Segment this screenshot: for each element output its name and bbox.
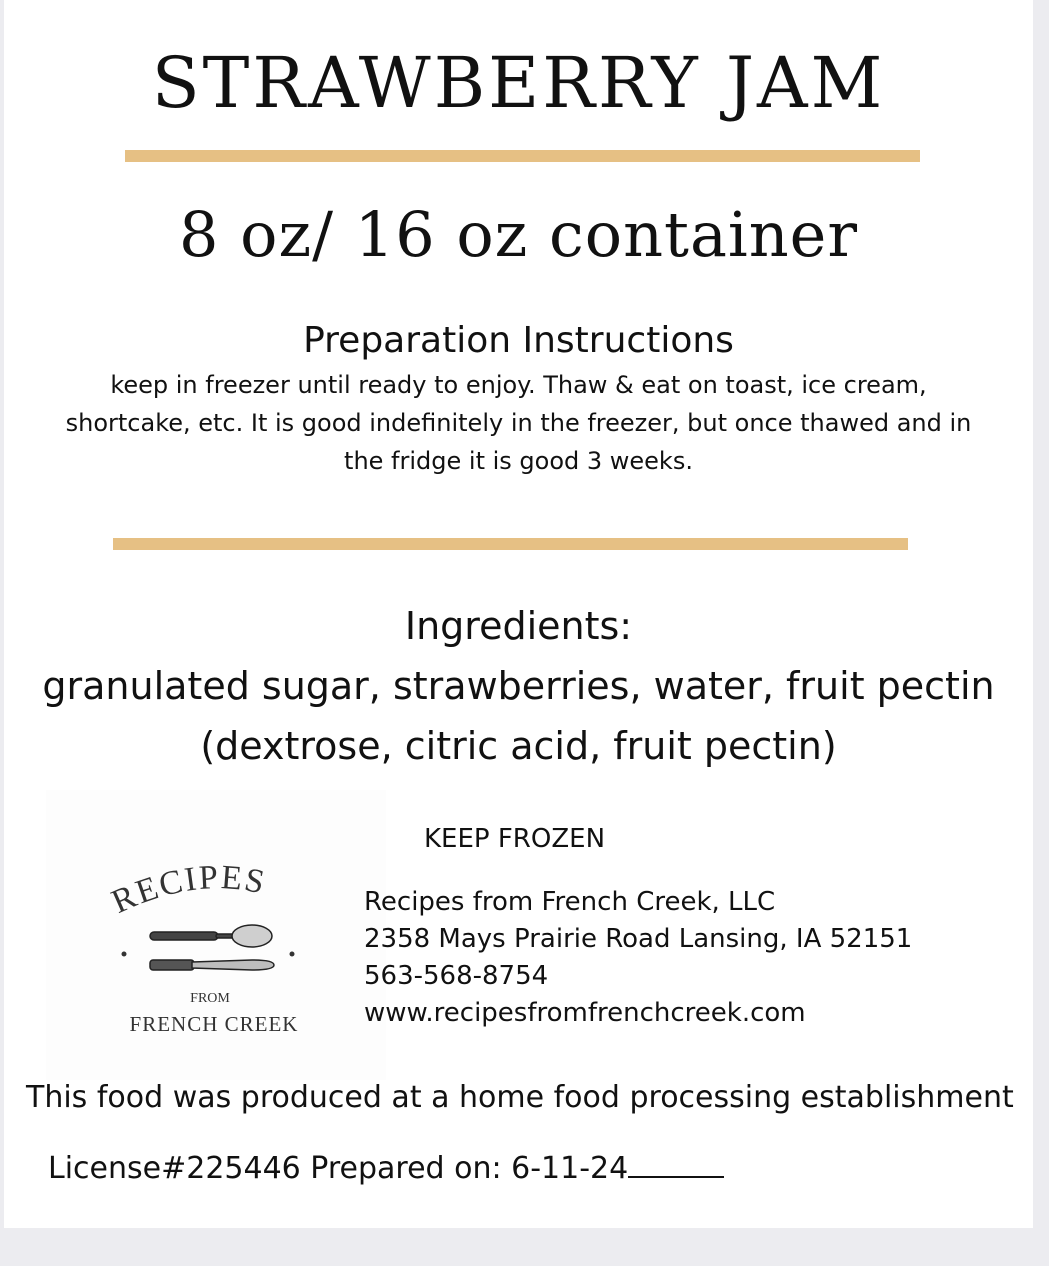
logo-recipes-text: RECIPES [106, 858, 270, 922]
ingredients-list [14, 656, 1023, 776]
company-street-address: 2358 Mays Prairie Road Lansing, IA 52151 [364, 924, 913, 954]
ingredients-line-1: granulated sugar, strawberries, water, fruit pectin [42, 664, 995, 708]
ingredients-heading: Ingredients: [404, 604, 633, 648]
preparation-heading: Preparation Instructions [303, 320, 734, 361]
ingredients-line-2: (dextrose, citric acid, fruit pectin) [200, 724, 837, 768]
recipes-logo [46, 790, 386, 1080]
preparation-text: keep in freezer until ready to enjoy. Thaw & eat on toast, ice cream, shortcake, etc. It is good indefinitely in the freezer, but once thawed and in the fridge it is good 3 weeks. [65, 371, 972, 475]
logo-dot-right [290, 952, 295, 957]
license-line [48, 1148, 724, 1189]
gold-divider-bottom [113, 538, 908, 550]
license-and-date: License#225446 Prepared on: 6-11-24 [48, 1151, 629, 1186]
blank-fill-line [628, 1148, 724, 1178]
product-label [4, 0, 1033, 1228]
company-address-block [364, 884, 912, 1032]
product-title: STRAWBERRY JAM [151, 42, 886, 124]
logo-from-text: FROM [190, 991, 230, 1006]
logo-dot-left [122, 952, 127, 957]
company-phone: 563-568-8754 [364, 961, 549, 991]
logo-panel [46, 790, 386, 1080]
spoon-icon [150, 925, 272, 947]
company-website: www.recipesfromfrenchcreek.com [364, 998, 806, 1028]
knife-icon [150, 960, 274, 970]
logo-french-creek-text: FRENCH CREEK [129, 1012, 299, 1036]
home-food-processing-note: This food was produced at a home food processing establishment [26, 1080, 1014, 1115]
gold-divider-top [125, 150, 920, 162]
keep-frozen-notice: KEEP FROZEN [424, 824, 606, 854]
company-name: Recipes from French Creek, LLC [364, 887, 776, 917]
container-size: 8 oz/ 16 oz container [179, 198, 858, 271]
